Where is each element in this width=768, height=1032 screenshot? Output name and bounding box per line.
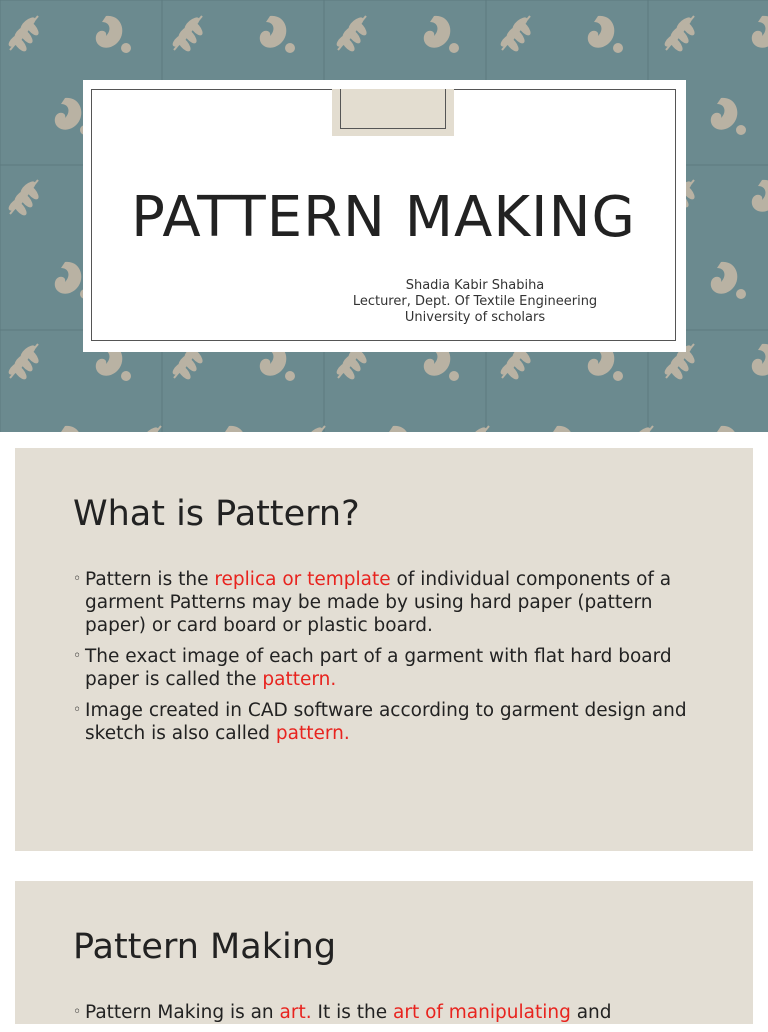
bullet-item — [73, 699, 713, 745]
author-institution: University of scholars — [404, 310, 546, 325]
author-byline — [325, 278, 625, 326]
highlight-text: pattern. — [275, 723, 350, 744]
title-slide — [0, 0, 768, 432]
bullet-text: Image created in CAD software according to garment design and sketch is also called — [85, 700, 687, 744]
highlight-text: art. — [279, 1002, 312, 1023]
bullet-text: It is the — [311, 1002, 393, 1023]
bullet-item — [73, 568, 713, 637]
bullet-text: and — [570, 1002, 612, 1023]
author-position: Lecturer, Dept. Of Textile Engineering — [352, 294, 598, 309]
bullet-text: Pattern is the — [85, 569, 215, 590]
bullet-icon: ◦ — [73, 1004, 82, 1020]
highlight-text: replica or template — [214, 569, 391, 590]
bullet-icon: ◦ — [73, 571, 82, 587]
presentation-title: PATTERN MAKING — [131, 185, 636, 250]
highlight-text: art of manipulating — [393, 1002, 571, 1023]
title-card — [83, 80, 686, 352]
bullet-icon: ◦ — [73, 702, 82, 718]
bullet-item — [73, 645, 713, 691]
bullet-list — [73, 568, 713, 753]
title-card-tab-frame — [340, 89, 446, 129]
slide-heading: What is Pattern? — [73, 494, 360, 534]
bullet-list — [73, 1001, 753, 1032]
author-name: Shadia Kabir Shabiha — [405, 278, 545, 293]
slide-heading: Pattern Making — [73, 927, 337, 967]
slide-what-is-pattern — [15, 448, 753, 851]
bullet-text: Pattern Making is an — [85, 1002, 280, 1023]
bullet-text: The exact image of each part of a garment with flat hard board paper is called the — [85, 646, 672, 690]
slide-pattern-making — [15, 881, 753, 1024]
bullet-text: of individual components of a garment Patterns may be made by using hard paper (pattern paper) or card board or plastic board. — [85, 569, 672, 636]
bullet-icon: ◦ — [73, 648, 82, 664]
bullet-item — [73, 1001, 753, 1024]
title-card-frame — [91, 89, 676, 341]
highlight-text: pattern. — [262, 669, 337, 690]
title-card-tab — [332, 89, 454, 136]
